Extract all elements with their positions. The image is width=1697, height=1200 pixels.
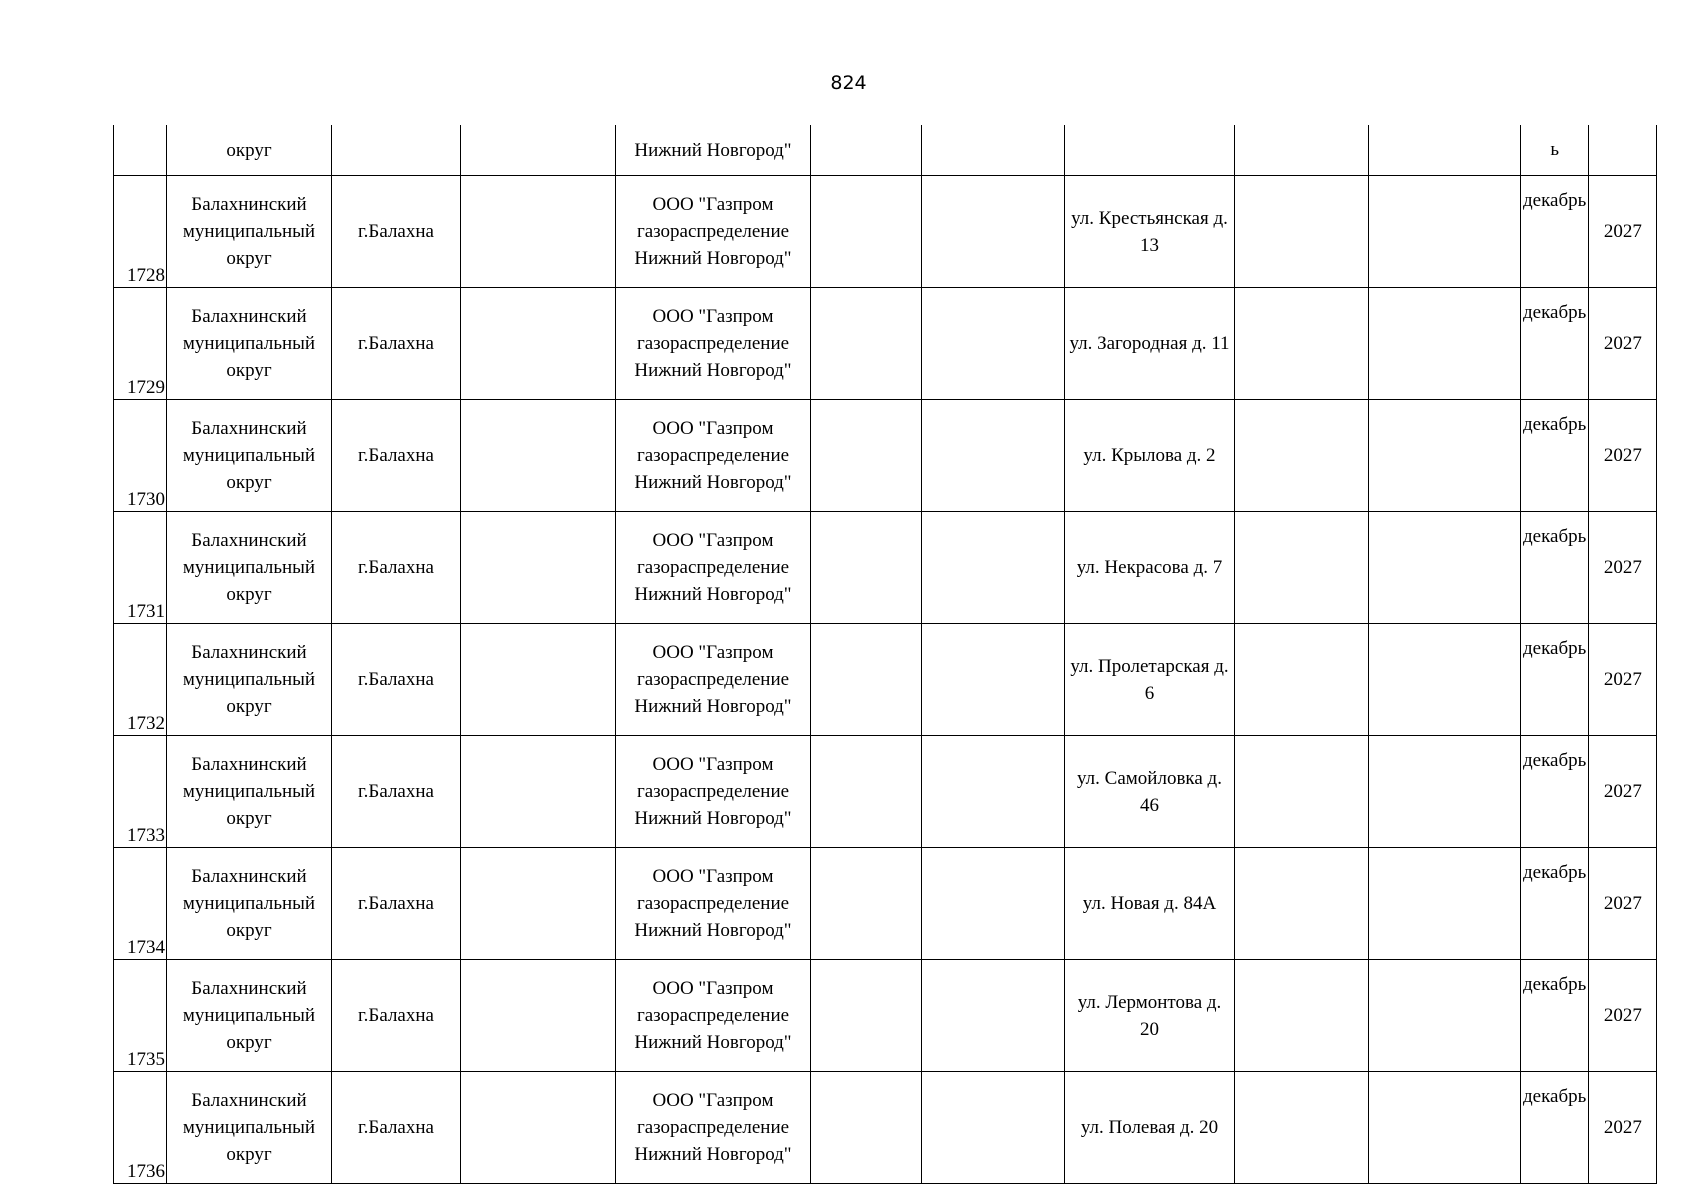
district-cell: Балахнинский муниципальный округ	[167, 288, 332, 400]
empty-cell	[1235, 1072, 1369, 1184]
empty-cell	[1235, 176, 1369, 288]
district-cell: Балахнинский муниципальный округ	[167, 176, 332, 288]
year-cell: 2027	[1589, 736, 1657, 848]
organization-cell: ООО "Газпром газораспределение Нижний Новгород"	[616, 624, 811, 736]
empty-cell	[1369, 125, 1521, 176]
empty-cell	[461, 1072, 616, 1184]
city-cell: г.Балахна	[332, 848, 461, 960]
empty-cell	[922, 512, 1065, 624]
year-cell: 2027	[1589, 176, 1657, 288]
district-cell: Балахнинский муниципальный округ	[167, 400, 332, 512]
row-number-cell: 1733	[114, 736, 167, 848]
city-cell: г.Балахна	[332, 624, 461, 736]
year-cell: 2027	[1589, 288, 1657, 400]
empty-cell	[1235, 288, 1369, 400]
row-number-cell: 1736	[114, 1072, 167, 1184]
address-cell: ул. Пролетарская д. 6	[1065, 624, 1235, 736]
organization-cell: ООО "Газпром газораспределение Нижний Новгород"	[616, 960, 811, 1072]
empty-cell	[922, 176, 1065, 288]
row-number-cell: 1732	[114, 624, 167, 736]
organization-cell: ООО "Газпром газораспределение Нижний Новгород"	[616, 512, 811, 624]
month-cell: декабрь	[1521, 736, 1589, 848]
month-cell: декабрь	[1521, 848, 1589, 960]
district-cell: Балахнинский муниципальный округ	[167, 848, 332, 960]
empty-cell	[1369, 848, 1521, 960]
organization-cell: ООО "Газпром газораспределение Нижний Новгород"	[616, 400, 811, 512]
empty-cell	[461, 512, 616, 624]
row-number-cell: 1728	[114, 176, 167, 288]
empty-cell	[1369, 960, 1521, 1072]
city-cell: г.Балахна	[332, 736, 461, 848]
empty-cell	[461, 125, 616, 176]
empty-cell	[1235, 624, 1369, 736]
month-cell: декабрь	[1521, 960, 1589, 1072]
table-row	[114, 960, 1657, 1072]
table-row	[114, 624, 1657, 736]
table-row	[114, 736, 1657, 848]
empty-cell	[1369, 1072, 1521, 1184]
address-cell: ул. Лермонтова д. 20	[1065, 960, 1235, 1072]
city-cell: г.Балахна	[332, 288, 461, 400]
empty-cell	[811, 125, 922, 176]
empty-cell	[811, 400, 922, 512]
empty-cell	[811, 736, 922, 848]
year-cell: 2027	[1589, 848, 1657, 960]
empty-cell	[811, 624, 922, 736]
empty-cell	[1369, 176, 1521, 288]
empty-cell	[1235, 512, 1369, 624]
city-cell	[332, 125, 461, 176]
row-number-cell: 1730	[114, 400, 167, 512]
empty-cell	[461, 848, 616, 960]
empty-cell	[811, 288, 922, 400]
address-cell: ул. Некрасова д. 7	[1065, 512, 1235, 624]
address-cell: ул. Загородная д. 11	[1065, 288, 1235, 400]
organization-cell: ООО "Газпром газораспределение Нижний Новгород"	[616, 1072, 811, 1184]
year-cell: 2027	[1589, 512, 1657, 624]
empty-cell	[1369, 400, 1521, 512]
year-cell: 2027	[1589, 1072, 1657, 1184]
empty-cell	[1369, 736, 1521, 848]
empty-cell	[461, 288, 616, 400]
month-cell: декабрь	[1521, 176, 1589, 288]
district-cell: округ	[167, 125, 332, 176]
schedule-table	[113, 125, 1657, 1184]
month-cell: декабрь	[1521, 288, 1589, 400]
table-row	[114, 400, 1657, 512]
empty-cell	[922, 400, 1065, 512]
empty-cell	[811, 1072, 922, 1184]
page-number: 824	[830, 72, 867, 94]
empty-cell	[922, 960, 1065, 1072]
empty-cell	[1369, 624, 1521, 736]
organization-cell: Нижний Новгород"	[616, 125, 811, 176]
month-cell: декабрь	[1521, 624, 1589, 736]
empty-cell	[1369, 288, 1521, 400]
row-number-cell: 1729	[114, 288, 167, 400]
month-cell: декабрь	[1521, 512, 1589, 624]
city-cell: г.Балахна	[332, 512, 461, 624]
district-cell: Балахнинский муниципальный округ	[167, 736, 332, 848]
empty-cell	[1235, 736, 1369, 848]
empty-cell	[461, 176, 616, 288]
row-number-cell: 1731	[114, 512, 167, 624]
row-number-cell: 1735	[114, 960, 167, 1072]
month-cell: ь	[1521, 125, 1589, 176]
organization-cell: ООО "Газпром газораспределение Нижний Новгород"	[616, 848, 811, 960]
empty-cell	[1235, 848, 1369, 960]
empty-cell	[922, 125, 1065, 176]
district-cell: Балахнинский муниципальный округ	[167, 624, 332, 736]
year-cell	[1589, 125, 1657, 176]
city-cell: г.Балахна	[332, 176, 461, 288]
table-row	[114, 125, 1657, 176]
table-row	[114, 176, 1657, 288]
organization-cell: ООО "Газпром газораспределение Нижний Новгород"	[616, 176, 811, 288]
empty-cell	[922, 624, 1065, 736]
row-number-cell	[114, 125, 167, 176]
address-cell: ул. Новая д. 84А	[1065, 848, 1235, 960]
table-row	[114, 512, 1657, 624]
month-cell: декабрь	[1521, 1072, 1589, 1184]
empty-cell	[1369, 512, 1521, 624]
address-cell: ул. Полевая д. 20	[1065, 1072, 1235, 1184]
organization-cell: ООО "Газпром газораспределение Нижний Новгород"	[616, 736, 811, 848]
empty-cell	[461, 960, 616, 1072]
address-cell: ул. Крестьянская д. 13	[1065, 176, 1235, 288]
address-cell	[1065, 125, 1235, 176]
district-cell: Балахнинский муниципальный округ	[167, 512, 332, 624]
empty-cell	[922, 1072, 1065, 1184]
empty-cell	[922, 736, 1065, 848]
city-cell: г.Балахна	[332, 1072, 461, 1184]
year-cell: 2027	[1589, 960, 1657, 1072]
empty-cell	[461, 736, 616, 848]
organization-cell: ООО "Газпром газораспределение Нижний Новгород"	[616, 288, 811, 400]
empty-cell	[1235, 400, 1369, 512]
empty-cell	[922, 848, 1065, 960]
empty-cell	[811, 960, 922, 1072]
city-cell: г.Балахна	[332, 960, 461, 1072]
address-cell: ул. Самойловка д. 46	[1065, 736, 1235, 848]
empty-cell	[1235, 960, 1369, 1072]
table-row	[114, 288, 1657, 400]
empty-cell	[461, 624, 616, 736]
district-cell: Балахнинский муниципальный округ	[167, 1072, 332, 1184]
empty-cell	[1235, 125, 1369, 176]
row-number-cell: 1734	[114, 848, 167, 960]
empty-cell	[811, 176, 922, 288]
empty-cell	[461, 400, 616, 512]
year-cell: 2027	[1589, 624, 1657, 736]
address-cell: ул. Крылова д. 2	[1065, 400, 1235, 512]
month-cell: декабрь	[1521, 400, 1589, 512]
empty-cell	[922, 288, 1065, 400]
table-row	[114, 1072, 1657, 1184]
empty-cell	[811, 512, 922, 624]
city-cell: г.Балахна	[332, 400, 461, 512]
year-cell: 2027	[1589, 400, 1657, 512]
district-cell: Балахнинский муниципальный округ	[167, 960, 332, 1072]
empty-cell	[811, 848, 922, 960]
table-row	[114, 848, 1657, 960]
